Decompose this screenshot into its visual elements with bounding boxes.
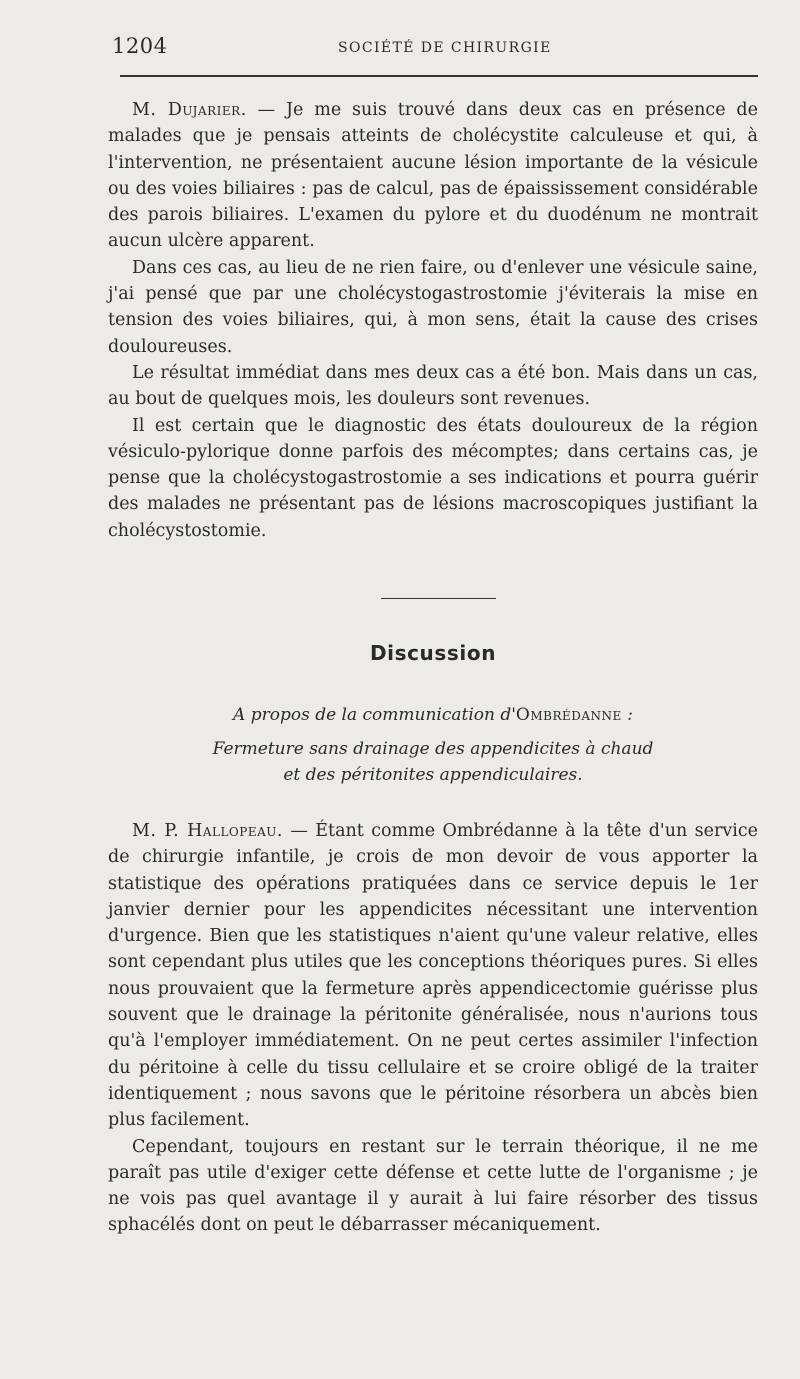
about-name: Ombrédanne (515, 705, 622, 725)
discussion-topic-line-2: et des péritonites appendiculaires. (283, 765, 583, 785)
running-head: SOCIÉTÉ DE CHIRURGIE (338, 40, 552, 56)
section-title: Discussion (369, 641, 497, 665)
paragraph (108, 818, 758, 1134)
about-prefix: A propos de la communication d' (233, 705, 516, 725)
first-section-text (108, 97, 758, 544)
paragraph: Le résultat immédiat dans mes deux cas a été bon. Mais dans un cas, au bout de quelques mois, les douleurs sont revenues. (108, 362, 758, 410)
paragraph-text: — Étant comme Ombrédanne à la tête d'un service de chirurgie infantile, je crois de mon devoir de vous apporter la statistique des opérations pratiquées dans ce service depuis le 1er janvier dernier pour les appendicites nécessitant une intervention d'urgence. Bien que les statistiques n'aient qu'une valeur relative, elles sont cependant plus utiles que les conceptions théoriques pures. Si elles nous prouvaient que la fermeture après appendicectomie guérisse plus souvent que le drainage la péritonite généralisée, nous n'aurions tous qu'à l'employer immédiatement. On ne peut certes assimiler l'infection du péritoine à celle du tissu cellulaire et se croire obligé de la traiter identiquement ; nous savons que le péritoine résorbera un abcès bien plus facilement. (108, 821, 758, 1131)
about-suffix: : (621, 705, 633, 725)
section-divider (381, 598, 496, 599)
speaker-name: M. P. Hallopeau. (132, 821, 283, 841)
speaker-name: M. Dujarier. (132, 100, 247, 120)
header-rule (120, 75, 758, 77)
discussion-about-line (0, 705, 800, 725)
paragraph: Cependant, toujours en restant sur le terrain théorique, il ne me paraît pas utile d'exiger cette défense et cette lutte de l'organisme ; je ne vois pas quel avantage il y aurait à lui faire résorber des tissus sphacélés dont on peut le débarrasser mécaniquement. (108, 1136, 758, 1236)
page-number: 1204 (112, 34, 168, 58)
paragraph: Dans ces cas, au lieu de ne rien faire, ou d'enlever une vésicule saine, j'ai pensé que par une cholécystogastrostomie j'éviterais la mise en tension des voies biliaires, qui, à mon sens, était la cause des crises douloureuses. (108, 257, 758, 357)
second-section-text (108, 818, 758, 1239)
paragraph (108, 97, 758, 255)
page-header (112, 30, 760, 66)
paragraph: Il est certain que le diagnostic des états douloureux de la région vésiculo-pylorique donne parfois des mécomptes; dans certains cas, je pense que la cholécystogastrostomie a ses indications et pourra guérir des malades ne présentant pas de lésions macroscopiques justifiant la cholécystostomie. (108, 415, 758, 541)
paragraph-text: — Je me suis trouvé dans deux cas en présence de malades que je pensais atteints de cholécystite calculeuse et qui, à l'intervention, ne présentaient aucune lésion importante de la vésicule ou des voies biliaires : pas de calcul, pas de épaississement considérable des parois biliaires. L'examen du pylore et du duodénum ne montrait aucun ulcère apparent. (108, 100, 758, 252)
discussion-topic-line-1: Fermeture sans drainage des appendicites à chaud (212, 739, 654, 759)
